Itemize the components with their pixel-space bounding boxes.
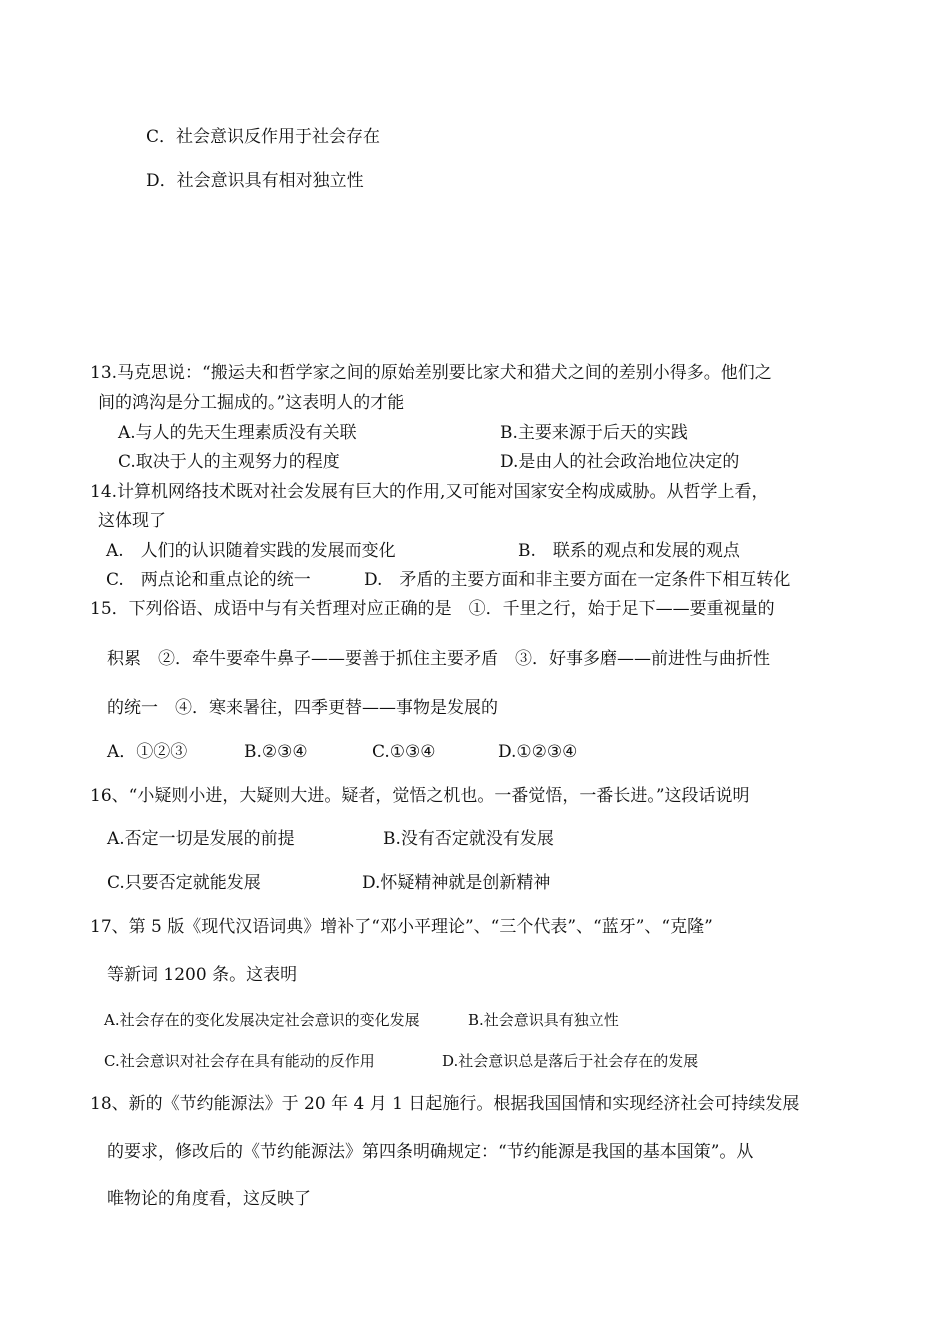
q15-option-d: D.①②③④ bbox=[498, 742, 578, 762]
q12-option-d: D．社会意识具有相对独立性 bbox=[146, 171, 364, 191]
q17-option-b: B.社会意识具有独立性 bbox=[468, 1011, 619, 1029]
q13-option-b: B.主要来源于后天的实践 bbox=[500, 423, 688, 443]
q14-option-b: B. 联系的观点和发展的观点 bbox=[518, 541, 740, 561]
q15-option-a: A．①②③ bbox=[107, 742, 188, 762]
q16-stem: 16、“小疑则小进，大疑则大进。疑者，觉悟之机也。一番觉悟，一番长进。”这段话说明 bbox=[90, 786, 750, 806]
q15-option-c: C.①③④ bbox=[372, 742, 436, 762]
q14-option-a: A. 人们的认识随着实践的发展而变化 bbox=[106, 541, 396, 561]
q16-option-b: B.没有否定就没有发展 bbox=[383, 829, 554, 849]
q16-option-d: D.怀疑精神就是创新精神 bbox=[362, 873, 551, 893]
q17-option-d: D.社会意识总是落后于社会存在的发展 bbox=[442, 1052, 699, 1070]
q17-stem-line2: 等新词 1200 条。这表明 bbox=[107, 965, 298, 985]
q15-stem-line1: 15．下列俗语、成语中与有关哲理对应正确的是 ①．千里之行，始于足下——要重视量的 bbox=[90, 599, 775, 619]
q17-stem-line1: 17、第 5 版《现代汉语词典》增补了“邓小平理论”、“三个代表”、“蓝牙”、“克隆” bbox=[90, 917, 713, 937]
q13-option-d: D.是由人的社会政治地位决定的 bbox=[500, 452, 740, 472]
q13-stem-line1: 13.马克思说：“搬运夫和哲学家之间的原始差别要比家犬和猎犬之间的差别小得多。他们之 bbox=[90, 363, 772, 383]
q16-option-c: C.只要否定就能发展 bbox=[107, 873, 261, 893]
q13-option-c: C.取决于人的主观努力的程度 bbox=[118, 452, 340, 472]
q13-stem-line2: 间的鸿沟是分工掘成的。”这表明人的才能 bbox=[98, 393, 405, 413]
q18-stem-line2: 的要求，修改后的《节约能源法》第四条明确规定：“节约能源是我国的基本国策”。从 bbox=[107, 1142, 754, 1162]
q18-stem-line3: 唯物论的角度看，这反映了 bbox=[107, 1189, 311, 1209]
q17-option-c: C.社会意识对社会存在具有能动的反作用 bbox=[104, 1052, 375, 1070]
q15-option-b: B.②③④ bbox=[244, 742, 308, 762]
q14-stem-line2: 这体现了 bbox=[98, 511, 166, 531]
q15-stem-line3: 的统一 ④．寒来暑往，四季更替——事物是发展的 bbox=[107, 698, 498, 718]
q13-option-a: A.与人的先天生理素质没有关联 bbox=[118, 423, 357, 443]
q18-stem-line1: 18、新的《节约能源法》于 20 年 4 月 1 日起施行。根据我国国情和实现经济社会可持续发展 bbox=[90, 1094, 800, 1114]
q14-stem-line1: 14.计算机网络技术既对社会发展有巨大的作用,又可能对国家安全构成威胁。从哲学上看， bbox=[90, 482, 769, 502]
q16-option-a: A.否定一切是发展的前提 bbox=[107, 829, 295, 849]
q14-option-c: C. 两点论和重点论的统一 bbox=[106, 570, 311, 590]
q15-stem-line2: 积累 ②．牵牛要牵牛鼻子——要善于抓住主要矛盾 ③．好事多磨——前进性与曲折性 bbox=[107, 649, 770, 669]
q12-option-c: C．社会意识反作用于社会存在 bbox=[146, 127, 381, 147]
q17-option-a: A.社会存在的变化发展决定社会意识的变化发展 bbox=[104, 1011, 420, 1029]
q14-option-d: D. 矛盾的主要方面和非主要方面在一定条件下相互转化 bbox=[364, 570, 791, 590]
